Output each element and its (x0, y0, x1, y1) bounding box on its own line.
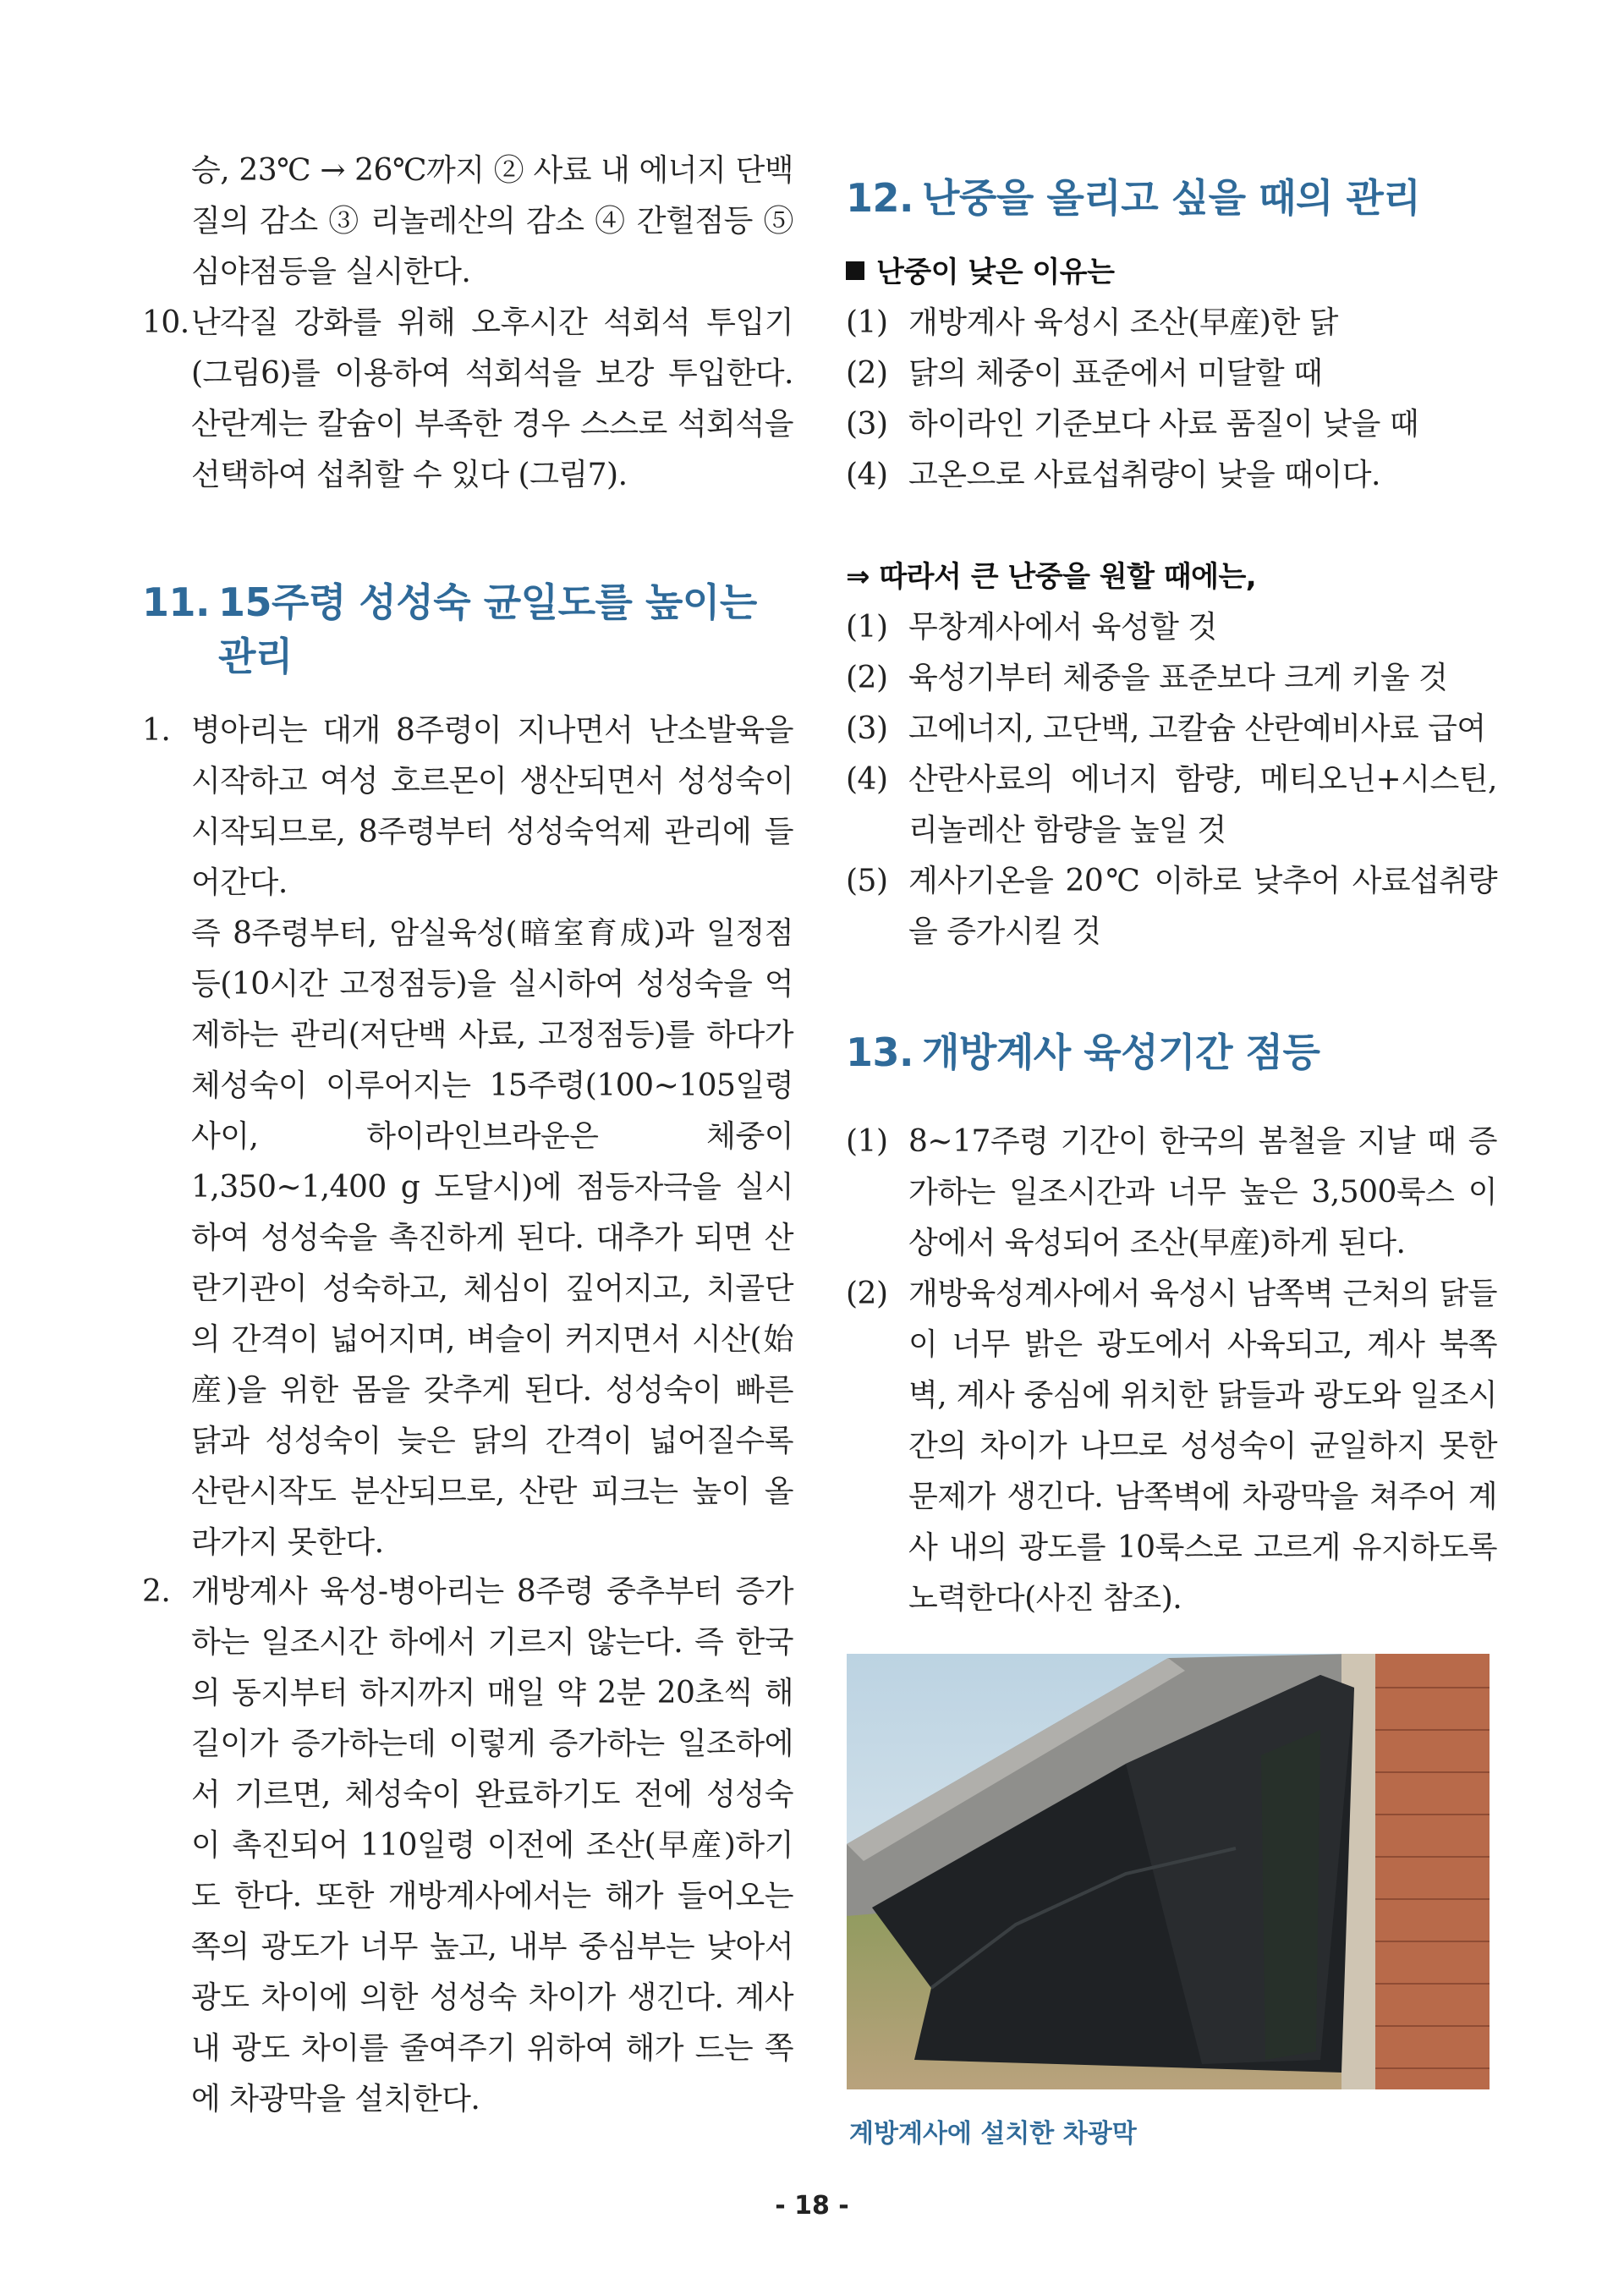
lighting-item-1 (846, 1117, 1497, 1269)
recommendation-item-3 (846, 704, 1497, 755)
shade-net-photo (847, 1654, 1490, 2089)
recommendation-item-5 (846, 856, 1497, 958)
reason-item-2 (846, 349, 1497, 399)
list-text: 육성기부터 체중을 표준보다 크게 키울 것 (908, 661, 1448, 695)
section-title-line1: 15주령 성성숙 균일도를 높이는 (218, 579, 757, 625)
list-text: 8~17주령 기간이 한국의 봄철을 지날 때 증가하는 일조시간과 너무 높은 3,500룩스 이상에서 육성되어 조산(早産)하게 된다. (908, 1124, 1497, 1260)
list-number: (4) (846, 762, 888, 797)
list-number: (3) (846, 711, 888, 746)
section-number: 11. (142, 579, 210, 625)
list-number: (3) (846, 407, 888, 442)
list-text: 닭의 체중이 표준에서 미달할 때 (908, 356, 1323, 391)
recommendation-item-1 (846, 602, 1497, 653)
list-number: (4) (846, 458, 888, 492)
section-title-line2: 관리 (218, 634, 293, 679)
page-number: - 18 - (775, 2191, 849, 2221)
item-text: 병아리는 대개 8주령이 지나면서 난소발육을 시작하고 여성 호르몬이 생산되면서 성성숙이 시작되므로, 8주령부터 성성숙억제 관리에 들어간다. (191, 713, 793, 900)
recommendation-item-4 (846, 755, 1497, 856)
item-number: 1. (142, 713, 171, 748)
list-text: 산란사료의 에너지 함량, 메티오닌+시스틴, 리놀레산 함량을 높일 것 (908, 762, 1497, 848)
list-text: 하이라인 기준보다 사료 품질이 낮을 때 (908, 407, 1419, 442)
photo-caption: 계방계사에 설치한 차광막 (849, 2119, 1137, 2149)
shade-net-illustration (847, 1654, 1490, 2089)
recommendations-list (846, 602, 1497, 958)
list-number: (1) (846, 610, 888, 645)
item-number: 2. (142, 1574, 171, 1609)
list-text: 개방계사 육성시 조산(早産)한 닭 (908, 305, 1338, 340)
recommendation-item-2 (846, 653, 1497, 704)
reason-item-1 (846, 298, 1497, 349)
list-number: (2) (846, 1277, 888, 1311)
list-number: (2) (846, 356, 888, 391)
item-number: 10. (142, 305, 189, 340)
subheading-recommendations: ⇒ 따라서 큰 난중을 원할 때에는, (846, 560, 1257, 594)
section-title: 개방계사 육성기간 점등 (922, 1029, 1320, 1075)
list-number: (5) (846, 864, 888, 898)
list-number: (1) (846, 1124, 888, 1159)
item-text: 난각질 강화를 위해 오후시간 석회석 투입기(그림6)를 이용하여 석회석을 보강 투입한다. 산란계는 칼슘이 부족한 경우 스스로 석회석을 선택하여 섭취할 수 있다 (그림7). (191, 305, 793, 492)
list-text: 고에너지, 고단백, 고칼슘 산란예비사료 급여 (908, 711, 1486, 746)
item-text: 개방계사 육성-병아리는 8주령 중추부터 증가하는 일조시간 하에서 기르지 않는다. 즉 한국의 동지부터 하지까지 매일 약 2분 20초씩 해 길이가 증가하는데 이렇게 증가하는 일조하에서 기르면, 체성숙이 완료하기도 전에 성성숙이 촉진되어 110일령 이전에 조산(早産)하기도 한다. 또한 개방계사에서는 해가 들어오는 쪽의 광도가 너무 높고, 내부 중심부는 낮아서 광도 차이에 의한 성성숙 차이가 생긴다. 계사내 광도 차이를 줄여주기 위하여 해가 드는 쪽에 차광막을 설치한다. (191, 1574, 793, 2117)
list-item-2 (142, 1567, 793, 2125)
reason-item-4 (846, 450, 1497, 501)
list-item-10 (142, 298, 793, 501)
list-item-1 (142, 706, 793, 1568)
continued-paragraph: 승, 23℃ → 26℃까지 ② 사료 내 에너지 단백질의 감소 ③ 리놀레산의 감소 ④ 간헐점등 ⑤ 심야점등을 실시한다. (191, 153, 793, 289)
subheading-reasons (846, 247, 1497, 298)
section-title: 난중을 올리고 싶을 때의 관리 (922, 175, 1421, 221)
section-11-heading (142, 575, 793, 684)
section-number: 12. (846, 175, 914, 221)
subheading-text: 난중이 낮은 이유는 (876, 255, 1115, 289)
item-text-continued: 즉 8주령부터, 암실육성(暗室育成)과 일정점등(10시간 고정점등)을 실시하여 성성숙을 억제하는 관리(저단백 사료, 고정점등)를 하다가 체성숙이 이루어지는 15주령(100~105일령 사이, 하이라인브라운은 체중이 1,350~1,400 g 도달시)에 점등자극을 실시하여 성성숙을 촉진하게 된다. 대추가 되면 산란기관이 성숙하고, 체심이 깊어지고, 치골단의 간격이 넓어지며, 벼슬이 커지면서 시산(始産)을 위한 몸을 갖추게 된다. 성성숙이 빠른 닭과 성성숙이 늦은 닭의 간격이 넓어질수록 산란시작도 분산되므로, 산란 피크는 높이 올라가지 못한다. (191, 916, 793, 1560)
list-number: (1) (846, 305, 888, 340)
section-number: 13. (846, 1029, 914, 1075)
section-12-heading (846, 171, 1497, 225)
list-text: 고온으로 사료섭취량이 낮을 때이다. (908, 458, 1380, 492)
reason-item-3 (846, 399, 1497, 450)
section-13-list (846, 1117, 1497, 1624)
list-number: (2) (846, 661, 888, 695)
square-bullet-icon (846, 261, 864, 280)
list-text: 개방육성계사에서 육성시 남쪽벽 근처의 닭들이 너무 밝은 광도에서 사육되고, 계사 북쪽벽, 계사 중심에 위치한 닭들과 광도와 일조시간의 차이가 나므로 성성숙이 균일하지 못한 문제가 생긴다. 남쪽벽에 차광막을 쳐주어 계사 내의 광도를 10룩스로 고르게 유지하도록 노력한다(사진 참조). (908, 1277, 1497, 1616)
reasons-list (846, 298, 1497, 501)
list-text: 무창계사에서 육성할 것 (908, 610, 1217, 645)
lighting-item-2 (846, 1269, 1497, 1624)
section-13-heading (846, 1025, 1497, 1079)
list-text: 계사기온을 20℃ 이하로 낮추어 사료섭취량을 증가시킬 것 (908, 864, 1497, 949)
